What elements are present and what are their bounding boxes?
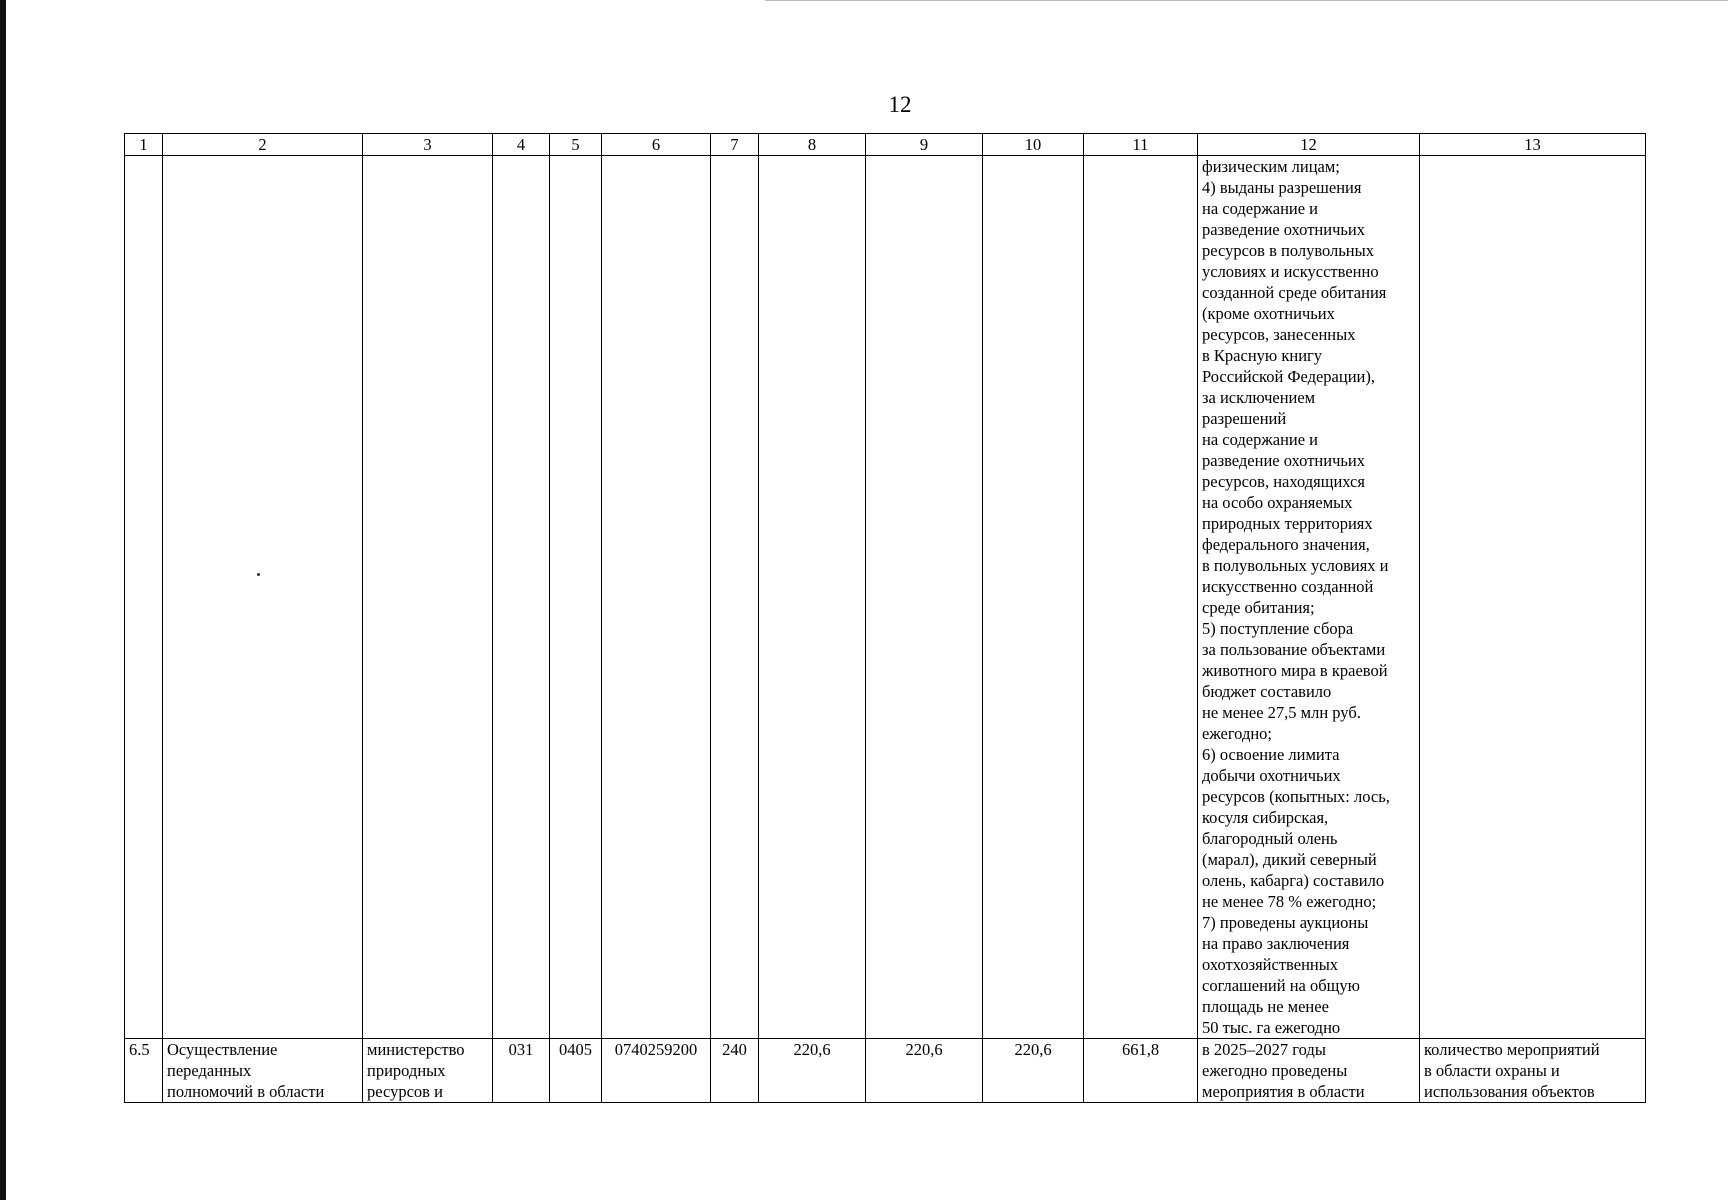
empty-cell — [602, 156, 711, 1039]
activity-name-cell: Осуществление переданных полномочий в области — [163, 1039, 363, 1103]
scan-edge-left — [0, 0, 6, 1200]
empty-cell — [363, 156, 493, 1039]
expense-type-cell: 240 — [711, 1039, 759, 1103]
header-cell: 1 — [125, 134, 163, 156]
header-cell: 8 — [759, 134, 866, 156]
results-text-cell: физическим лицам; 4) выданы разрешения на содержание и разведение охотничьих ресурсов в полувольных условиях и искусственно созданной среде обитания (кроме охотничьих ресурсов, занесенных в Красную книгу Российской Федерации), за исключением разрешений на содержание и разведение охотничьих ресурсов, находящихся на особо охраняемых природных территориях федерального значения, в полувольных условиях и искусственно созданной среде обитания; 5) поступление сбора за пользование объектами животного мира в краевой бюджет составило не менее 27,5 млн руб. ежегодно; 6) освоение лимита добычи охотничьих ресурсов (копытных: лось, косуля сибирская, благородный олень (марал), дикий северный олень, кабарга) составило не менее 78 % ежегодно; 7) проведены аукционы на право заключения охотхозяйственных соглашений на общую площадь не менее 50 тыс. га ежегодно — [1198, 156, 1420, 1039]
header-cell: 3 — [363, 134, 493, 156]
header-cell: 2 — [163, 134, 363, 156]
empty-cell — [711, 156, 759, 1039]
header-cell: 4 — [493, 134, 550, 156]
header-cell: 11 — [1084, 134, 1198, 156]
header-cell: 13 — [1420, 134, 1646, 156]
page-number: 12 — [888, 92, 912, 117]
empty-cell — [866, 156, 983, 1039]
scan-edge-top — [765, 0, 1728, 1]
header-cell: 6 — [602, 134, 711, 156]
empty-cell — [163, 156, 363, 1039]
target-article-cell: 0740259200 — [602, 1039, 711, 1103]
empty-cell — [1084, 156, 1198, 1039]
header-cell: 10 — [983, 134, 1084, 156]
table-header-row — [125, 134, 1646, 156]
amount-cell: 220,6 — [983, 1039, 1084, 1103]
code-cell: 031 — [493, 1039, 550, 1103]
empty-cell — [1420, 156, 1646, 1039]
amount-cell: 220,6 — [866, 1039, 983, 1103]
table-row-6-5 — [125, 1039, 1646, 1103]
empty-cell — [550, 156, 602, 1039]
header-cell: 12 — [1198, 134, 1420, 156]
row-number-cell: 6.5 — [125, 1039, 163, 1103]
indicator-cell: количество мероприятий в области охраны и использования объектов — [1420, 1039, 1646, 1103]
empty-cell — [493, 156, 550, 1039]
empty-cell — [983, 156, 1084, 1039]
amount-cell: 220,6 — [759, 1039, 866, 1103]
section-code-cell: 0405 — [550, 1039, 602, 1103]
executor-cell: министерство природных ресурсов и — [363, 1039, 493, 1103]
header-cell: 9 — [866, 134, 983, 156]
header-cell: 5 — [550, 134, 602, 156]
empty-cell — [759, 156, 866, 1039]
scan-speck — [257, 573, 260, 576]
header-cell: 7 — [711, 134, 759, 156]
continuation-row — [125, 156, 1646, 1039]
empty-cell — [125, 156, 163, 1039]
results-text-cell: в 2025–2027 годы ежегодно проведены мероприятия в области — [1198, 1039, 1420, 1103]
budget-table — [124, 133, 1646, 1103]
total-amount-cell: 661,8 — [1084, 1039, 1198, 1103]
